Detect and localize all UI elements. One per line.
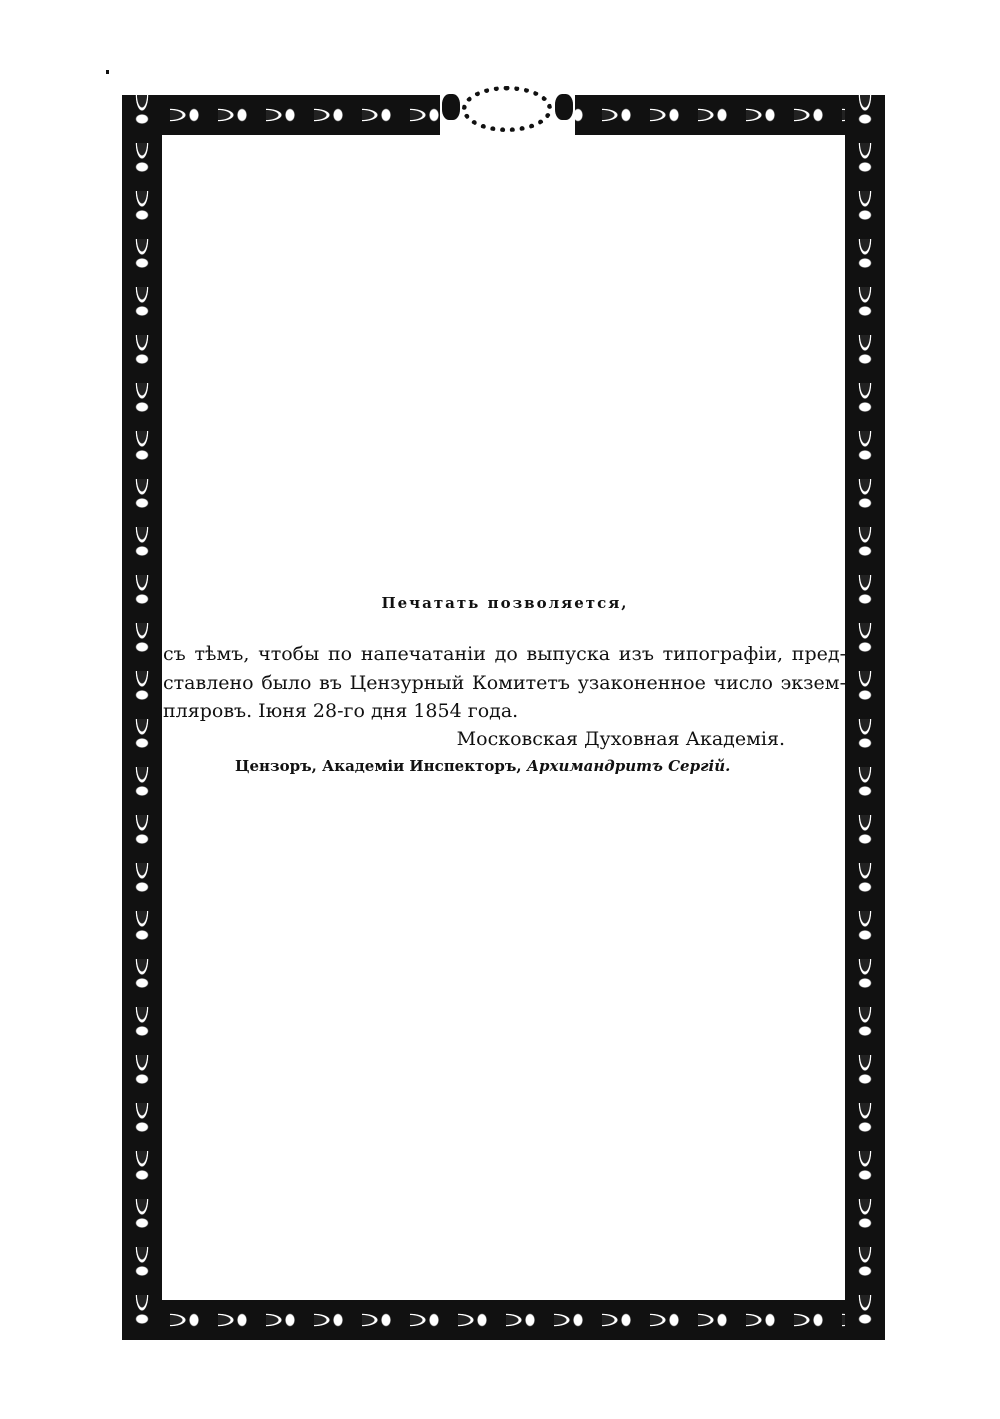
academy-name: Московская Духовная Академія.	[456, 728, 785, 750]
border-left	[122, 95, 162, 1340]
body-line: пляровъ. Іюня 28-го дня 1854 года.	[163, 700, 519, 722]
body-line: съ тѣмъ, чтобы по напечатаніи до выпуска изъ типографіи, пред-	[163, 643, 846, 665]
ribbon-left	[442, 94, 460, 120]
laurel-ring	[462, 86, 552, 132]
heading: Печатать позволяется,	[381, 594, 629, 612]
censor-role: Цензоръ, Академіи Инспекторъ,	[235, 757, 522, 775]
wreath-ornament	[440, 82, 575, 138]
censor-name: Архимандритъ Сергій.	[526, 757, 731, 775]
body-line: ставлено было въ Цензурный Комитетъ узаконенное число экзем-	[163, 671, 846, 694]
border-bottom	[122, 1300, 885, 1340]
print-speck	[106, 70, 109, 74]
permission-text	[163, 640, 846, 726]
ribbon-right	[555, 94, 573, 120]
censor-signature	[235, 757, 730, 775]
border-right	[845, 95, 885, 1340]
